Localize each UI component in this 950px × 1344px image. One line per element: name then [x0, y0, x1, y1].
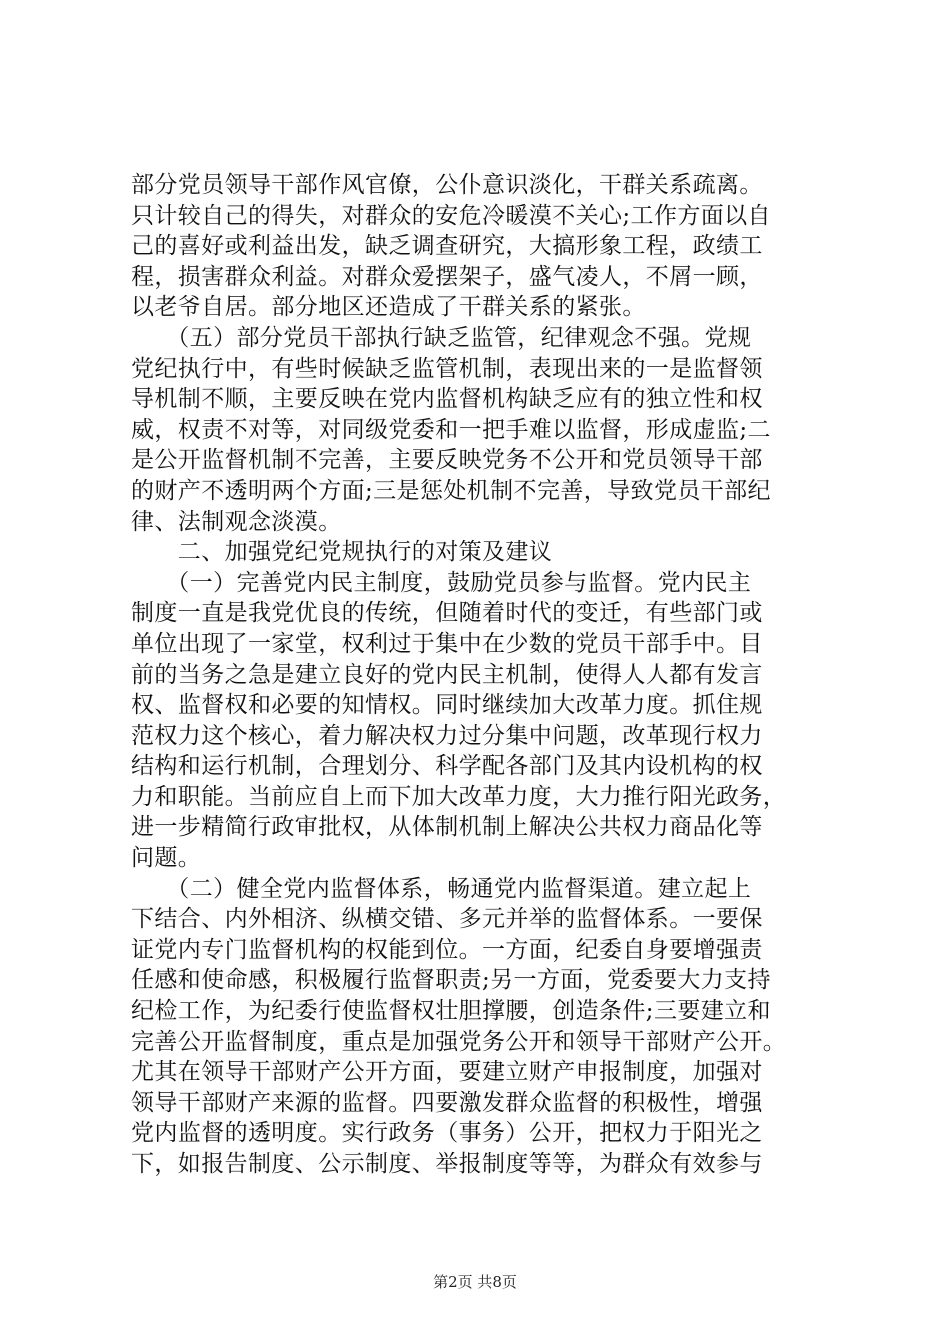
text-line: 权、监督权和必要的知情权。同时继续加大改革力度。抓住规 — [131, 692, 763, 719]
text-line: 是公开监督机制不完善，主要反映党务不公开和党员领导干部 — [131, 447, 763, 474]
text-line: 党纪执行中，有些时候缺乏监管机制，表现出来的一是监督领 — [131, 355, 763, 382]
text-line: 单位出现了一家堂，权利过于集中在少数的党员干部手中。目 — [131, 630, 763, 657]
text-line: 的财产不透明两个方面;三是惩处机制不完善，导致党员干部纪 — [131, 477, 771, 504]
text-line: 任感和使命感，积极履行监督职责;另一方面，党委要大力支持 — [131, 967, 771, 994]
text-line: 下，如报告制度、公示制度、举报制度等等，为群众有效参与 — [131, 1151, 763, 1177]
text-line: 导机制不顺，主要反映在党内监督机构缺乏应有的独立性和权 — [131, 386, 763, 413]
text-line: 结构和运行机制，合理划分、科学配各部门及其内设机构的权 — [131, 753, 763, 780]
text-line: 程，损害群众利益。对群众爱摆架子，盛气凌人，不屑一顾， — [131, 263, 763, 290]
text-line: 力和职能。当前应自上而下加大改革力度，大力推行阳光政务， — [131, 783, 787, 810]
text-line: 党内监督的透明度。实行政务（事务）公开，把权力于阳光之 — [131, 1120, 763, 1147]
section-heading: 二、加强党纪党规执行的对策及建议 — [131, 539, 553, 566]
text-line: 律、法制观念淡漠。 — [131, 508, 342, 535]
text-line: 纪检工作，为纪委行使监督权壮胆撑腰，创造条件;三要建立和 — [131, 998, 771, 1025]
text-line: 制度一直是我党优良的传统，但随着时代的变迁，有些部门或 — [131, 600, 763, 627]
text-line: 以老爷自居。部分地区还造成了干群关系的紧张。 — [131, 294, 646, 321]
text-line: 证党内专门监督机构的权能到位。一方面，纪委自身要增强责 — [131, 936, 763, 963]
text-line: 进一步精简行政审批权，从体制机制上解决公共权力商品化等 — [131, 814, 763, 841]
page-number: 第2页 共8页 — [433, 1273, 517, 1291]
text-line: （二）健全党内监督体系，畅通党内监督渠道。建立起上 — [131, 875, 752, 902]
text-line: 范权力这个核心，着力解决权力过分集中问题，改革现行权力 — [131, 722, 763, 749]
text-line: 己的喜好或利益出发，缺乏调查研究，大搞形象工程，政绩工 — [131, 233, 763, 260]
text-line: （一）完善党内民主制度，鼓励党员参与监督。党内民主 — [131, 569, 752, 596]
text-line: 尤其在领导干部财产公开方面，要建立财产申报制度，加强对 — [131, 1059, 763, 1086]
text-line: 问题。 — [131, 845, 202, 872]
text-line: 只计较自己的得失，对群众的安危冷暖漠不关心;工作方面以自 — [131, 202, 771, 229]
text-line: 前的当务之急是建立良好的党内民主机制，使得人人都有发言 — [131, 661, 763, 688]
text-line: 部分党员领导干部作风官僚，公仆意识淡化，干群关系疏离。 — [131, 172, 763, 198]
text-line: （五）部分党员干部执行缺乏监管，纪律观念不强。党规 — [131, 324, 752, 351]
text-line: 下结合、内外相济、纵横交错、多元并举的监督体系。一要保 — [131, 906, 763, 933]
text-line: 威，权责不对等，对同级党委和一把手难以监督，形成虚监;二 — [131, 416, 771, 443]
document-body — [131, 170, 831, 1180]
text-line: 领导干部财产来源的监督。四要激发群众监督的积极性，增强 — [131, 1089, 763, 1116]
text-line: 完善公开监督制度，重点是加强党务公开和领导干部财产公开。 — [131, 1028, 787, 1055]
